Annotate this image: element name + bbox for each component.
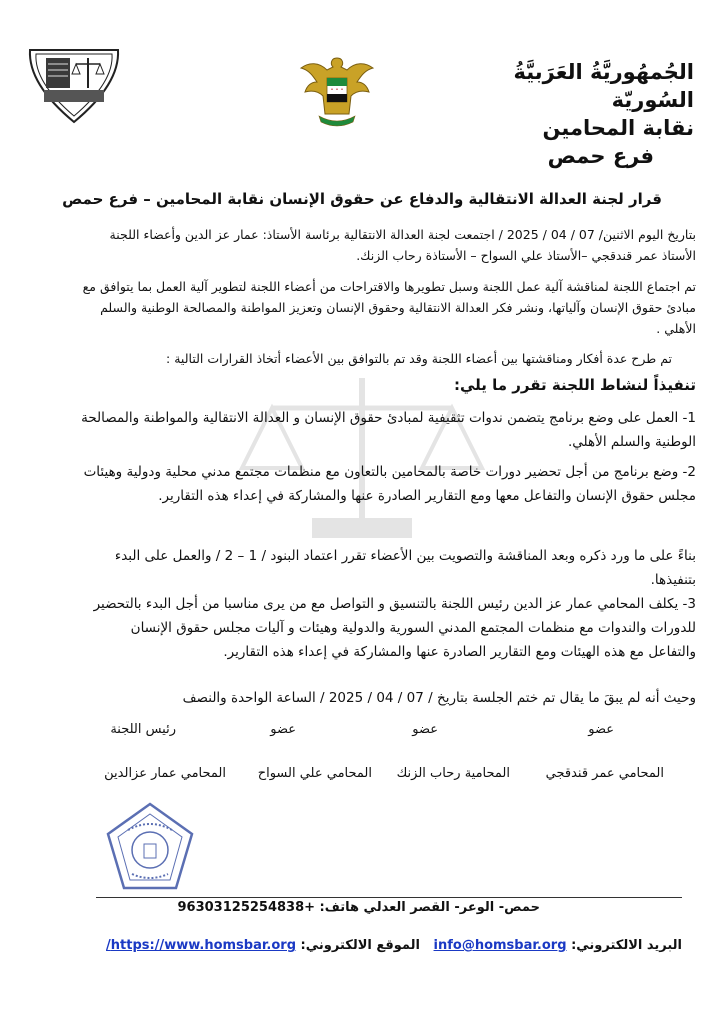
role-label: عضو	[412, 722, 438, 737]
ideas-paragraph: تم طرح عدة أفكار ومناقشتها بين أعضاء اللجنة وقد تم بالتوافق بين الأعضاء أتخاذ القرارات التالية :	[166, 351, 672, 366]
bar-association-logo-icon	[22, 44, 126, 126]
role-label: عضو	[270, 722, 296, 737]
syndicate-name: نقابة المحامين	[542, 116, 694, 140]
syrian-eagle-emblem-icon	[297, 52, 377, 132]
role-label: عضو	[588, 722, 614, 737]
footer-contacts	[106, 938, 682, 953]
footer-address: حمص- الوعر- القصر العدلي هاتف: +96303125254838	[177, 900, 540, 915]
member-name: المحامي علي السواح	[257, 766, 372, 781]
decision-item-1: 1- العمل على وضع برنامج يتضمن ندوات تثقيفية لمبادئ حقوق الإنسان و العدالة الانتقالية والمواطنة والمصالحة الوطنية والسلم الأهلي.	[81, 410, 696, 450]
republic-name: الجُمهُوريَّةُ العَرَبيَّةُ السُوريّة	[513, 60, 694, 112]
member-name: المحامي عمر قندقجي	[545, 766, 664, 781]
decision-title: قرار لجنة العدالة الانتقالية والدفاع عن حقوق الإنسان نقابة المحامين – فرع حمص	[62, 190, 662, 208]
site-label: الموقع الالكتروني:	[300, 938, 420, 953]
intro-paragraph: بتاريخ اليوم الاثنين/ 07 / 04 / 2025 / اجتمعت لجنة العدالة الانتقالية برئاسة الأستاذ: عمار عز الدين وأعضاء اللجنة الأستاذ عمر قندقجي –الأستاذ علي السواح – الأستاذة رحاب الزنك.	[109, 227, 696, 263]
decision-item-2: 2- وضع برنامج من أجل تحضير دورات خاصة بالمحامين بالتعاون مع منظمات مجتمع مدني محلية ودولية وهيئات مجلس حقوق الإنسان والتفاعل معها ومع التقارير الصادرة عنها والمشاركة في إعداء هذه التقارير.	[83, 464, 696, 504]
website-link[interactable]: https://www.homsbar.org/	[106, 938, 297, 953]
vote-paragraph: بناءً على ما ورد ذكره وبعد المناقشة والتصويت بين الأعضاء تقرر اعتماد البنود / 1 – 2 / والعمل على البدء بتنفيذها.	[114, 548, 696, 588]
decision-item-3: 3- يكلف المحامي عمار عز الدين رئيس اللجنة بالتنسيق و التواصل مع من يرى مناسبا من أجل البدء بالتحضير للدورات والندوات مع منظمات المجتمع المدني السورية والدولية وهيئات و آليات مجلس حقوق الإنسان والتفاعل مع هذه الهيئات ومع التقارير الصادرة عنها والمشاركة في إعداء هذه التقارير.	[93, 596, 696, 660]
email-link[interactable]: info@homsbar.org	[433, 938, 567, 953]
signature-roles	[70, 722, 664, 742]
footer-divider	[96, 897, 682, 898]
meeting-paragraph: تم اجتماع اللجنة لمناقشة آلية عمل اللجنة وسبل تطويرها والاقتراحات من أعضاء اللجنة لتطوير آلية العمل بما يتوافق مع مبادئ حقوق الإنسان وآلياتها، ونشر فكر العدالة الانتقالية وحقوق الإنسان وتعزيز المواطنة والمصالحة الوطنية والسلم الأهلي .	[82, 279, 696, 336]
email-label: البريد الالكتروني:	[571, 938, 682, 953]
role-label: رئيس اللجنة	[110, 722, 176, 737]
member-name: المحامي عمار عزالدين	[104, 766, 226, 781]
signature-names	[70, 766, 664, 786]
branch-name: فرع حمص	[547, 144, 654, 168]
closing-paragraph: وحيث أنه لم يبقَ ما يقال تم ختم الجلسة بتاريخ / 07 / 04 / 2025 / الساعة الواحدة والنصف	[182, 690, 696, 706]
section-heading: تنفيذاً لنشاط اللجنة تقرر ما يلي:	[454, 376, 696, 394]
official-stamp-icon	[102, 800, 198, 896]
letterhead-text	[454, 58, 694, 170]
member-name: المحامية رحاب الزنك	[396, 766, 510, 781]
